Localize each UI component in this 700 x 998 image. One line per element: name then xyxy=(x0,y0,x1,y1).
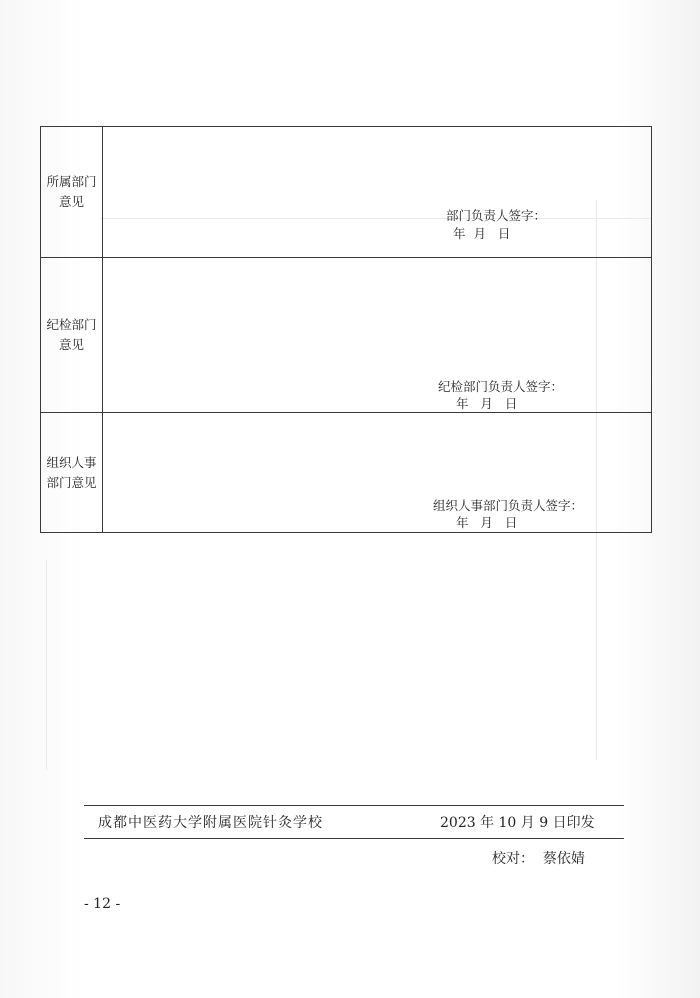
row-label-line: 意见 xyxy=(58,194,84,209)
opinion-field-discipline[interactable] xyxy=(103,258,652,413)
page-number: - 12 - xyxy=(84,896,121,912)
row-label-line: 组织人事 xyxy=(46,454,97,470)
footer-bottom-rule xyxy=(84,838,624,839)
footer-top-rule xyxy=(84,805,624,806)
signature-label: 部门负责人签字： xyxy=(446,208,547,223)
table-row xyxy=(41,127,652,258)
row-label-personnel xyxy=(41,413,103,533)
date-label: 年 月 日 xyxy=(456,515,518,530)
issue-date: 2023 年 10 月 9 日印发 xyxy=(440,815,595,831)
table-row xyxy=(41,258,652,413)
row-label-line: 所属部门 xyxy=(46,174,97,189)
signature-label: 纪检部门负责人签字： xyxy=(438,379,564,394)
table-row xyxy=(41,413,652,533)
opinion-table xyxy=(40,126,652,533)
issuer-name: 成都中医药大学附属医院针灸学校 xyxy=(98,815,323,831)
date-label: 年 月 日 xyxy=(456,396,518,411)
signature-label: 组织人事部门负责人签字： xyxy=(433,498,584,513)
date-label: 年 月 日 xyxy=(453,226,511,241)
opinion-field-dept[interactable] xyxy=(103,127,652,258)
opinion-field-personnel[interactable] xyxy=(103,413,652,533)
show-through-mark xyxy=(46,560,47,770)
row-label-line: 部门意见 xyxy=(46,474,97,490)
row-label-discipline xyxy=(41,258,103,413)
proofreader: 校对： 蔡依婧 xyxy=(492,851,585,867)
row-label-dept xyxy=(41,127,103,258)
row-label-line: 意见 xyxy=(58,337,84,352)
row-label-line: 纪检部门 xyxy=(46,317,97,332)
